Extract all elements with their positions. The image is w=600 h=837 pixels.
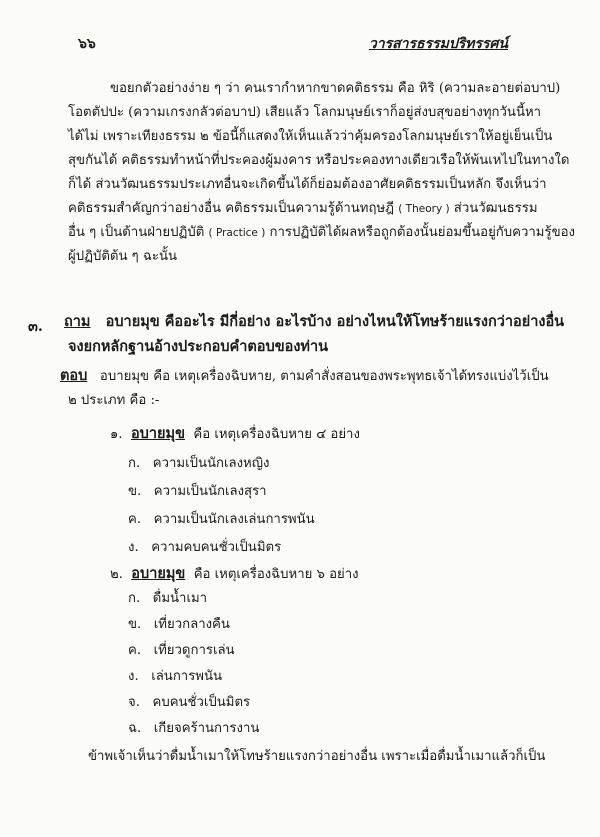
paragraph-line: [68, 224, 575, 242]
group-number: ๒.: [110, 567, 123, 582]
item-text: ความเป็นนักเลงสุรา: [153, 484, 267, 499]
paragraph-text: อื่น ๆ เป็นด้านฝ่ายปฏิบัติ: [68, 225, 205, 240]
item-text: เที่ยวดูการเล่น: [153, 643, 235, 658]
paragraph-line: โอตตัปปะ (ความเกรงกลัวต่อบาป) เสียแล้ว โลกมนุษย์เราก็อยู่ส่งบสุขอย่างทุกวันนี้หา: [68, 105, 542, 120]
question-line: จงยกหลักฐานอ้างประกอบคำตอบของท่าน: [68, 338, 329, 355]
paragraph-line: [68, 200, 538, 218]
paragraph-line: ได้ไม่ เพราะเทียงธรรม ๒ ข้อนี้ก็แสดงให้เห็นแล้วว่าคุ้มครองโลกมนุษย์เราให้อยู่เย็นเป็น: [68, 129, 553, 144]
list-item: [128, 668, 222, 686]
running-title: วารสารธรรมปริทรรศน์: [368, 36, 508, 52]
question-text: อบายมุข คืออะไร มีกี่อย่าง อะไรบ้าง อย่างไหนให้โทษร้ายแรงกว่าอย่างอื่น: [105, 313, 565, 330]
list-item: [128, 590, 207, 608]
item-text: เที่ยวกลางคืน: [153, 617, 230, 632]
list-item: [128, 455, 269, 473]
theory-term: ( Theory ): [398, 203, 450, 215]
item-marker: ง.: [128, 669, 139, 684]
group-term: อบายมุข: [130, 425, 185, 442]
item-marker: ก.: [128, 591, 141, 606]
item-text: คบคนชั่วเป็นมิตร: [152, 695, 251, 710]
group-desc: คือ เหตุเครื่องฉิบหาย ๔ อย่าง: [193, 427, 360, 442]
paragraph-line: ก็ได้ ส่วนวัฒนธรรมประเภทอื่นจะเกิดขึ้นได้ก็ย่อมต้องอาศัยคติธรรมเป็นหลัก จึงเห็นว่า: [68, 177, 547, 192]
paragraph-line: สุขกันได้ คติธรรมทำหน้าที่ประคองผู้มงคาร หรือประคองทางเดียวเรือให้พ้นเหไปในทางใด: [68, 153, 570, 168]
paragraph-line: ผู้ปฏิบัติต้น ๆ ฉะนั้น: [68, 249, 178, 264]
item-text: ความเป็นนักเลงหญิง: [152, 456, 270, 471]
item-text: เกียจคร้านการงาน: [153, 721, 260, 736]
list-item: [128, 539, 281, 557]
item-text: ดื่มน้ำเมา: [152, 591, 208, 606]
page-number: ๖๖: [78, 36, 96, 52]
item-marker: ข.: [128, 617, 142, 632]
list-item: [128, 483, 267, 501]
answer-line: ๒ ประเภท คือ :-: [68, 393, 160, 408]
list-item: [128, 720, 259, 738]
item-text: ความเป็นนักเลงเล่นการพนัน: [153, 512, 315, 527]
item-marker: ค.: [128, 643, 142, 658]
item-marker: ก.: [128, 456, 141, 471]
item-text: เล่นการพนัน: [151, 669, 223, 684]
question-number: ๓.: [28, 318, 43, 335]
item-marker: ฉ.: [128, 721, 142, 736]
list-item: [128, 511, 315, 529]
group-heading: [110, 425, 360, 444]
paragraph-text: การปฏิบัติได้ผลหรือถูกต้องนั้นย่อมขึ้นอยู่กับความรู้ของ: [269, 225, 575, 240]
item-marker: ค.: [128, 512, 142, 527]
list-item: [128, 642, 235, 660]
closing-line: ข้าพเจ้าเห็นว่าดื่มน้ำเมาให้โทษร้ายแรงกว่าอย่างอื่น เพราะเมื่อดื่มน้ำเมาแล้วก็เป็น: [88, 749, 546, 764]
question-line: [64, 313, 564, 331]
group-number: ๑.: [110, 427, 123, 442]
item-text: ความคบคนชั่วเป็นมิตร: [151, 540, 282, 555]
item-marker: ง.: [128, 540, 139, 555]
paragraph-line: ขอยกตัวอย่างง่าย ๆ ว่า คนเรากำหากขาดคติธรรม คือ หิริ (ความละอายต่อบาป): [110, 81, 561, 96]
group-heading: [110, 565, 359, 584]
question-label: ถาม: [64, 313, 91, 330]
list-item: [128, 694, 250, 712]
answer-label: ตอบ: [60, 367, 88, 384]
group-desc: คือ เหตุเครื่องฉิบหาย ๖ อย่าง: [193, 567, 359, 582]
list-item: [128, 616, 230, 634]
item-marker: ข.: [128, 484, 142, 499]
answer-line: [60, 367, 549, 386]
practice-term: ( Practice ): [208, 227, 266, 239]
answer-text: อบายมุข คือ เหตุเครื่องฉิบหาย, ตามคำสั่งสอนของพระพุทธเจ้าได้ทรงแบ่งไว้เป็น: [99, 369, 549, 384]
item-marker: จ.: [128, 695, 140, 710]
paragraph-text: ส่วนวัฒนธรรม: [453, 201, 538, 216]
group-term: อบายมุข: [131, 565, 186, 582]
paragraph-text: คติธรรมสำคัญกว่าอย่างอื่น คติธรรมเป็นความรู้ด้านทฤษฎี: [68, 201, 395, 216]
